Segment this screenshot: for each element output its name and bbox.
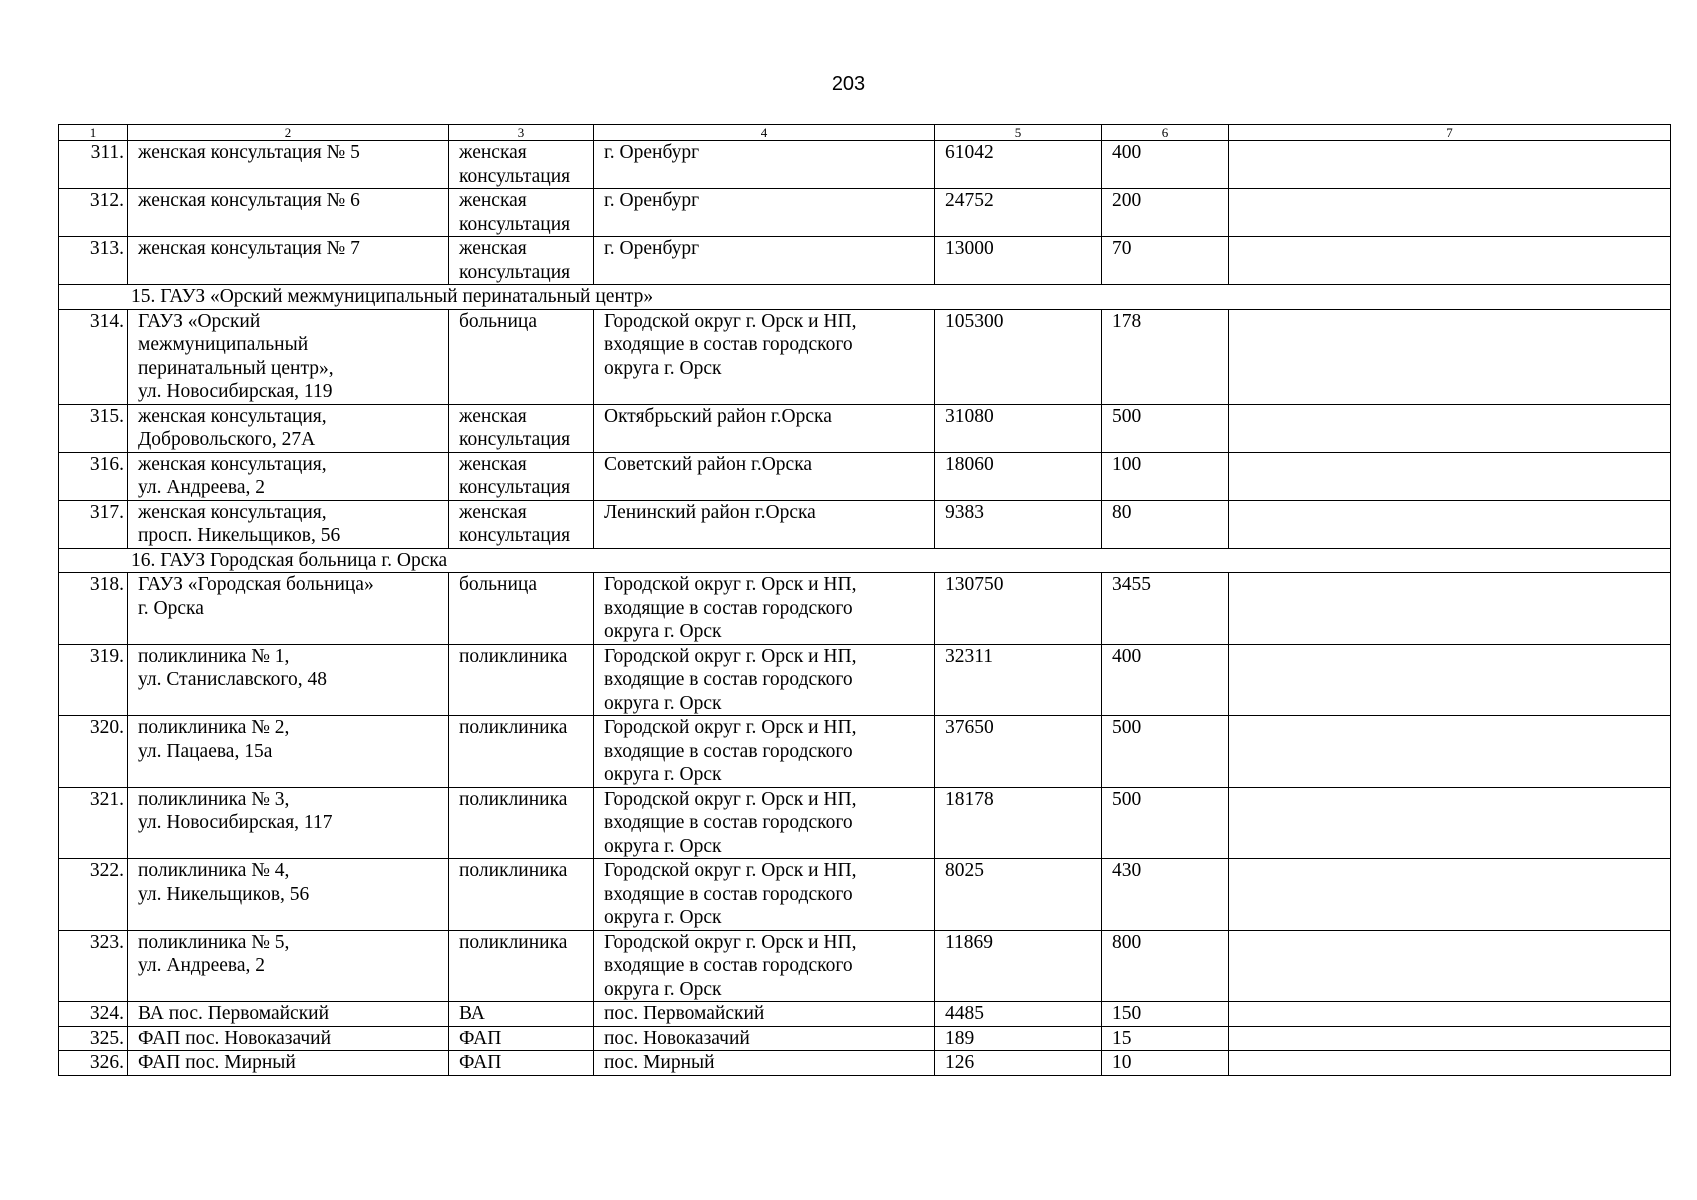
service-area-cell: пос. Новоказачий (594, 1026, 935, 1051)
facility-type-cell: больница (449, 309, 594, 404)
facility-name-cell: поликлиника № 3, ул. Новосибирская, 117 (128, 787, 449, 859)
table-row (59, 1026, 1671, 1051)
service-area-cell: Городской округ г. Орск и НП, входящие в состав городского округа г. Орск (594, 644, 935, 716)
facility-type-cell: поликлиника (449, 859, 594, 931)
population-cell: 9383 (935, 500, 1102, 548)
facility-type-cell: поликлиника (449, 787, 594, 859)
facility-name-cell: женская консультация № 5 (128, 141, 449, 189)
population-cell: 31080 (935, 404, 1102, 452)
facility-name-cell: поликлиника № 4, ул. Никельщиков, 56 (128, 859, 449, 931)
facility-name-cell: женская консультация, Добровольского, 27А (128, 404, 449, 452)
facility-name-cell: поликлиника № 5, ул. Андреева, 2 (128, 930, 449, 1002)
row-number-cell: 326. (59, 1051, 128, 1076)
facility-type-cell: ВА (449, 1002, 594, 1027)
facility-type-cell: женская консультация (449, 189, 594, 237)
capacity-cell: 500 (1102, 404, 1229, 452)
population-cell: 4485 (935, 1002, 1102, 1027)
facility-name-cell: ФАП пос. Мирный (128, 1051, 449, 1076)
service-area-cell: Советский район г.Орска (594, 452, 935, 500)
facility-type-cell: женская консультация (449, 452, 594, 500)
table-row (59, 452, 1671, 500)
population-cell: 32311 (935, 644, 1102, 716)
column-number: 4 (594, 125, 935, 141)
facility-type-cell: поликлиника (449, 930, 594, 1002)
notes-cell (1229, 787, 1671, 859)
table-row (59, 1051, 1671, 1076)
service-area-cell: г. Оренбург (594, 141, 935, 189)
table-row (59, 141, 1671, 189)
row-number-cell: 311. (59, 141, 128, 189)
row-number-cell: 314. (59, 309, 128, 404)
service-area-cell: Городской округ г. Орск и НП, входящие в состав городского округа г. Орск (594, 573, 935, 645)
page-number: 203 (831, 73, 866, 95)
facility-type-cell: женская консультация (449, 500, 594, 548)
service-area-cell: пос. Мирный (594, 1051, 935, 1076)
capacity-cell: 10 (1102, 1051, 1229, 1076)
population-cell: 13000 (935, 237, 1102, 285)
row-number-cell: 312. (59, 189, 128, 237)
population-cell: 189 (935, 1026, 1102, 1051)
facilities-table (58, 124, 1671, 1076)
notes-cell (1229, 141, 1671, 189)
population-cell: 126 (935, 1051, 1102, 1076)
capacity-cell: 3455 (1102, 573, 1229, 645)
facility-name-cell: поликлиника № 2, ул. Пацаева, 15а (128, 716, 449, 788)
table-row (59, 309, 1671, 404)
facility-type-cell: ФАП (449, 1051, 594, 1076)
row-number-cell: 318. (59, 573, 128, 645)
column-number: 1 (59, 125, 128, 141)
population-cell: 105300 (935, 309, 1102, 404)
service-area-cell: Городской округ г. Орск и НП, входящие в состав городского округа г. Орск (594, 309, 935, 404)
capacity-cell: 80 (1102, 500, 1229, 548)
row-number-cell: 313. (59, 237, 128, 285)
population-cell: 61042 (935, 141, 1102, 189)
capacity-cell: 400 (1102, 644, 1229, 716)
population-cell: 37650 (935, 716, 1102, 788)
row-number-cell: 321. (59, 787, 128, 859)
column-number: 6 (1102, 125, 1229, 141)
row-number-cell: 323. (59, 930, 128, 1002)
notes-cell (1229, 452, 1671, 500)
facility-name-cell: женская консультация, просп. Никельщиков, 56 (128, 500, 449, 548)
facility-name-cell: ВА пос. Первомайский (128, 1002, 449, 1027)
notes-cell (1229, 309, 1671, 404)
capacity-cell: 100 (1102, 452, 1229, 500)
capacity-cell: 70 (1102, 237, 1229, 285)
table-row (59, 930, 1671, 1002)
notes-cell (1229, 189, 1671, 237)
service-area-cell: Городской округ г. Орск и НП, входящие в состав городского округа г. Орск (594, 930, 935, 1002)
table-row (59, 237, 1671, 285)
table-body (59, 125, 1671, 1076)
row-number-cell: 317. (59, 500, 128, 548)
capacity-cell: 430 (1102, 859, 1229, 931)
capacity-cell: 500 (1102, 787, 1229, 859)
facility-type-cell: поликлиника (449, 716, 594, 788)
table-row (59, 573, 1671, 645)
facility-type-cell: поликлиника (449, 644, 594, 716)
column-number: 3 (449, 125, 594, 141)
service-area-cell: Октябрьский район г.Орска (594, 404, 935, 452)
facility-type-cell: ФАП (449, 1026, 594, 1051)
notes-cell (1229, 404, 1671, 452)
facility-name-cell: поликлиника № 1, ул. Станиславского, 48 (128, 644, 449, 716)
facility-name-cell: ГАУЗ «Городская больница» г. Орска (128, 573, 449, 645)
table-row (59, 716, 1671, 788)
capacity-cell: 800 (1102, 930, 1229, 1002)
capacity-cell: 400 (1102, 141, 1229, 189)
capacity-cell: 178 (1102, 309, 1229, 404)
row-number-cell: 322. (59, 859, 128, 931)
notes-cell (1229, 859, 1671, 931)
table-row (59, 189, 1671, 237)
service-area-cell: пос. Первомайский (594, 1002, 935, 1027)
service-area-cell: г. Оренбург (594, 237, 935, 285)
service-area-cell: Городской округ г. Орск и НП, входящие в состав городского округа г. Орск (594, 716, 935, 788)
facility-type-cell: женская консультация (449, 141, 594, 189)
notes-cell (1229, 573, 1671, 645)
section-header-row (59, 548, 1671, 573)
row-number-cell: 315. (59, 404, 128, 452)
notes-cell (1229, 644, 1671, 716)
population-cell: 130750 (935, 573, 1102, 645)
notes-cell (1229, 716, 1671, 788)
population-cell: 11869 (935, 930, 1102, 1002)
service-area-cell: Городской округ г. Орск и НП, входящие в состав городского округа г. Орск (594, 787, 935, 859)
service-area-cell: г. Оренбург (594, 189, 935, 237)
facility-name-cell: женская консультация № 7 (128, 237, 449, 285)
table-row (59, 500, 1671, 548)
capacity-cell: 500 (1102, 716, 1229, 788)
notes-cell (1229, 237, 1671, 285)
facility-name-cell: женская консультация, ул. Андреева, 2 (128, 452, 449, 500)
column-number-row (59, 125, 1671, 141)
population-cell: 8025 (935, 859, 1102, 931)
table-row (59, 644, 1671, 716)
population-cell: 24752 (935, 189, 1102, 237)
capacity-cell: 15 (1102, 1026, 1229, 1051)
facility-type-cell: больница (449, 573, 594, 645)
population-cell: 18060 (935, 452, 1102, 500)
notes-cell (1229, 1026, 1671, 1051)
row-number-cell: 319. (59, 644, 128, 716)
row-number-cell: 320. (59, 716, 128, 788)
notes-cell (1229, 930, 1671, 1002)
section-title: 16. ГАУЗ Городская больница г. Орска (59, 548, 1671, 573)
notes-cell (1229, 1051, 1671, 1076)
notes-cell (1229, 1002, 1671, 1027)
capacity-cell: 150 (1102, 1002, 1229, 1027)
table-row (59, 1002, 1671, 1027)
column-number: 7 (1229, 125, 1671, 141)
row-number-cell: 316. (59, 452, 128, 500)
facility-type-cell: женская консультация (449, 404, 594, 452)
row-number-cell: 325. (59, 1026, 128, 1051)
facility-name-cell: ГАУЗ «Орский межмуниципальный перинатальный центр», ул. Новосибирская, 119 (128, 309, 449, 404)
row-number-cell: 324. (59, 1002, 128, 1027)
section-header-row (59, 285, 1671, 310)
notes-cell (1229, 500, 1671, 548)
service-area-cell: Ленинский район г.Орска (594, 500, 935, 548)
column-number: 2 (128, 125, 449, 141)
table-row (59, 787, 1671, 859)
service-area-cell: Городской округ г. Орск и НП, входящие в состав городского округа г. Орск (594, 859, 935, 931)
population-cell: 18178 (935, 787, 1102, 859)
table-row (59, 404, 1671, 452)
capacity-cell: 200 (1102, 189, 1229, 237)
facility-type-cell: женская консультация (449, 237, 594, 285)
section-title: 15. ГАУЗ «Орский межмуниципальный перинатальный центр» (59, 285, 1671, 310)
facility-name-cell: женская консультация № 6 (128, 189, 449, 237)
column-number: 5 (935, 125, 1102, 141)
table-row (59, 859, 1671, 931)
facility-name-cell: ФАП пос. Новоказачий (128, 1026, 449, 1051)
